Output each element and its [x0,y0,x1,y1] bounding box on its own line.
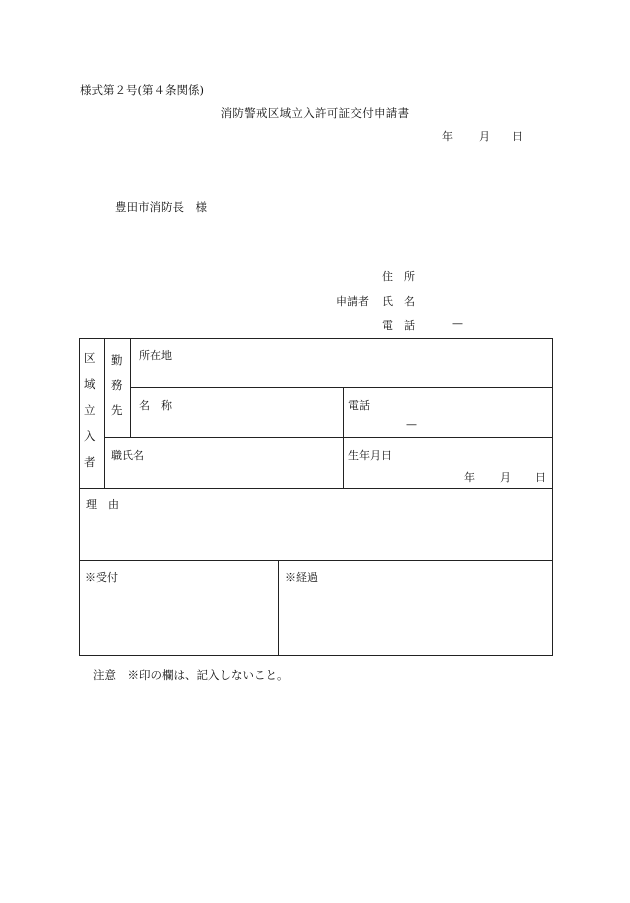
divider [130,338,131,438]
reception-label: ※受付 [85,571,118,584]
application-date [0,128,630,142]
entrant-char: 区 [84,351,96,365]
table-border-bottom [79,655,553,656]
addressee: 豊田市消防長 様 [115,200,207,214]
reason-label: 理 由 [86,498,119,511]
applicant-address-label: 住 所 [382,270,415,283]
entrant-char: 域 [84,377,96,391]
company-phone-label: 電話 [348,399,370,412]
date-day-label: 日 [512,130,523,143]
divider [79,560,553,561]
workplace-label [111,352,123,418]
location-label: 所在地 [139,349,172,362]
form-number: 様式第２号(第４条関係) [80,83,204,97]
applicant-label: 申請者 [336,295,369,308]
company-phone-separator: — [406,418,417,431]
birth-day-label: 日 [535,471,546,484]
divider [79,488,553,489]
date-year-label: 年 [442,130,453,143]
birth-year-label: 年 [464,471,475,484]
table-border-right [552,338,553,656]
entrant-char: 立 [84,403,96,417]
table-border-left [79,338,80,656]
entrant-char: 者 [84,455,96,469]
divider [130,387,553,388]
workplace-char: 勤 [111,353,123,367]
entrant-label [84,350,96,470]
table-border-top [79,338,553,339]
divider [104,338,105,488]
workplace-char: 先 [111,403,123,417]
applicant-phone-separator: — [452,317,463,330]
progress-label: ※経過 [285,571,318,584]
divider [104,437,553,438]
document-title: 消防警戒区域立入許可証交付申請書 [220,106,410,120]
birthdate-label: 生年月日 [348,449,392,462]
applicant-name-label: 氏 名 [382,295,415,308]
footer-note: 注意 ※印の欄は、記入しないこと。 [93,668,289,682]
workplace-char: 務 [111,378,123,392]
divider [278,560,279,656]
applicant-phone-label: 電 話 [382,319,415,332]
entrant-char: 入 [84,429,96,443]
company-name-label: 名 称 [139,399,172,412]
position-name-label: 職氏名 [111,449,144,462]
birth-month-label: 月 [500,471,511,484]
date-month-label: 月 [479,130,490,143]
